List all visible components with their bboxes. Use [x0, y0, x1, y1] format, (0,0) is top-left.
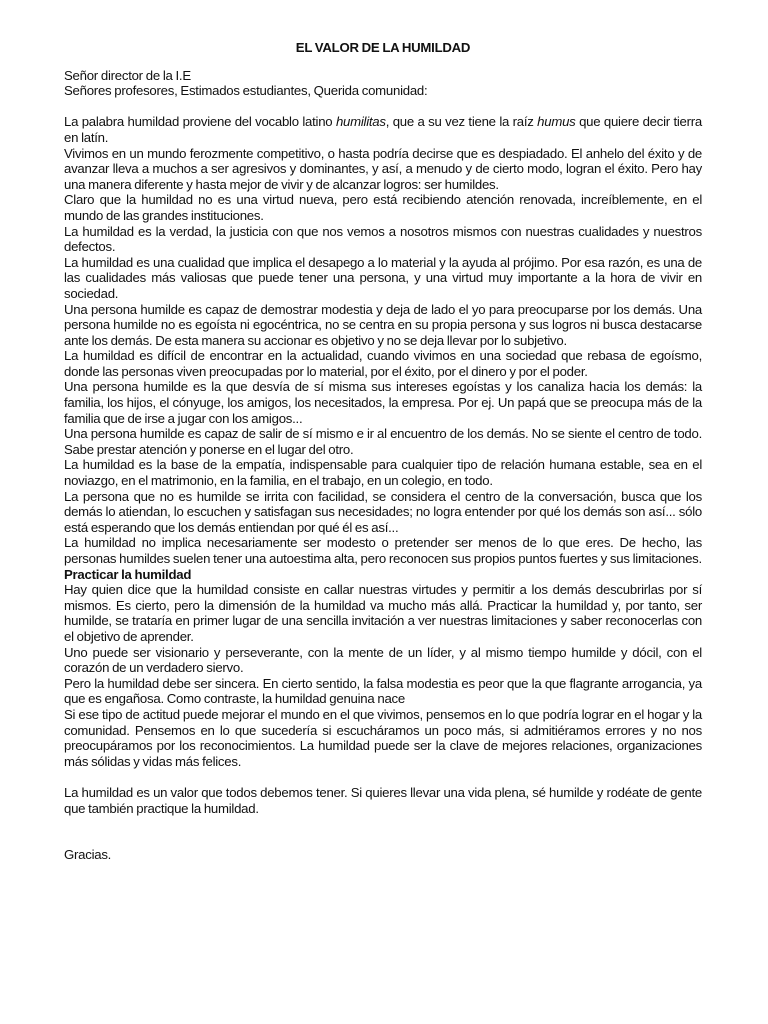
- paragraph: Una persona humilde es la que desvía de sí misma sus intereses egoístas y los canaliza hacia los demás: la familia, los hijos, el cónyuge, los amigos, los necesitados, la empresa. Por ej. Un papá que se preocupa más de la familia que de irse a jugar con los amigos...: [64, 379, 702, 426]
- greeting-line: Señor director de la I.E: [64, 67, 191, 83]
- document-title: EL VALOR DE LA HUMILDAD: [295, 40, 471, 55]
- paragraph: La humildad es la base de la empatía, indispensable para cualquier tipo de relación humana estable, sea en el noviazgo, en el matrimonio, en la familia, en el trabajo, en un colegio, en todo.: [64, 457, 702, 489]
- document-page: [64, 40, 702, 863]
- paragraph: Si ese tipo de actitud puede mejorar el mundo en el que vivimos, pensemos en lo que podría lograr en el hogar y la comunidad. Pensemos en lo que sucedería si escucháramos un poco más, si admitiéramos errores y no nos preocupáramos por los reconocimientos. La humildad puede ser la clave de mejores relaciones, organizaciones más sólidas y vidas más felices.: [64, 706, 702, 769]
- paragraph: La humildad es difícil de encontrar en la actualidad, cuando vivimos en una sociedad que rebasa de egoísmo, donde las personas viven preocupadas por lo material, por el éxito, por el dinero y por el poder.: [64, 348, 702, 379]
- paragraph-etymology: La palabra humildad proviene del vocablo latino humilitas, que a su vez tiene la raíz humus que quiere decir tierra en latín.: [64, 114, 702, 145]
- greeting-line: Señores profesores, Estimados estudiantes, Querida comunidad:: [64, 83, 428, 99]
- paragraph: Hay quien dice que la humildad consiste en callar nuestras virtudes y permitir a los demás descubrirlas por sí mismos. Es cierto, pero la dimensión de la humildad va mucho más allá. Practicar la humildad y, por tanto, ser humilde, se trataría en primer lugar de una sencilla invitación a ver nuestras limitaciones y saber reconocerlas con el objetivo de aprender.: [64, 582, 702, 644]
- paragraph: La persona que no es humilde se irrita con facilidad, se considera el centro de la conversación, busca que los demás lo atiendan, lo escuchen y satisfagan sus necesidades; no logra entender por qué los demás son así... sólo está esperando que los demás entiendan por qué él es así...: [64, 488, 702, 535]
- closing-paragraph: La humildad es un valor que todos debemos tener. Si quieres llevar una vida plena, sé humilde y rodéate de gente que también practique la humildad.: [64, 784, 702, 816]
- greeting: [64, 68, 702, 99]
- section-heading: Practicar la humildad: [64, 566, 192, 582]
- paragraph: Pero la humildad debe ser sincera. En cierto sentido, la falsa modestia es peor que la que flagrante arrogancia, ya que es engañosa. Como contraste, la humildad genuina nace: [64, 675, 702, 707]
- paragraph: La humildad es la verdad, la justicia con que nos vemos a nosotros mismos con nuestras cualidades y nuestros defectos.: [64, 223, 702, 255]
- paragraph: Una persona humilde es capaz de demostrar modestia y deja de lado el yo para preocuparse por los demás. Una persona humilde no es egoísta ni egocéntrica, no se centra en su propia persona y sus logros ni busca destacarse ante los demás. De esta manera su accionar es objetivo y no se deja llevar por lo subjetivo.: [64, 301, 702, 348]
- thanks-line: Gracias.: [64, 847, 112, 863]
- paragraph: La humildad es una cualidad que implica el desapego a lo material y la ayuda al prójimo. Por esa razón, es una de las cualidades más valiosas que puede tener una persona, y una virtud muy importante a la hora de vivir en sociedad.: [64, 254, 702, 301]
- paragraph: Uno puede ser visionario y perseverante, con la mente de un líder, y al mismo tiempo humilde y dócil, con el corazón de un verdadero siervo.: [64, 644, 702, 676]
- paragraph: La humildad no implica necesariamente ser modesto o pretender ser menos de lo que eres. De hecho, las personas humildes suelen tener una autoestima alta, pero reconocen sus propios puntos fuertes y sus limitaciones.: [64, 535, 702, 566]
- latin-word-humilitas: humilitas: [335, 114, 386, 130]
- paragraph: Vivimos en un mundo ferozmente competitivo, o hasta podría decirse que es despiadado. El anhelo del éxito y de avanzar lleva a muchos a ser agresivos y dominantes, y así, a menudo y de cierto modo, logran el éxito. Pero hay una manera diferente y hasta mejor de vivir y de alcanzar logros: ser humildes.: [64, 145, 702, 192]
- paragraph: Claro que la humildad no es una virtud nueva, pero está recibiendo atención renovada, increíblemente, en el mundo de las grandes instituciones.: [64, 192, 702, 223]
- latin-word-humus: humus: [537, 114, 576, 130]
- paragraph: Una persona humilde es capaz de salir de sí mismo e ir al encuentro de los demás. No se siente el centro de todo. Sabe prestar atención y ponerse en el lugar del otro.: [64, 426, 702, 457]
